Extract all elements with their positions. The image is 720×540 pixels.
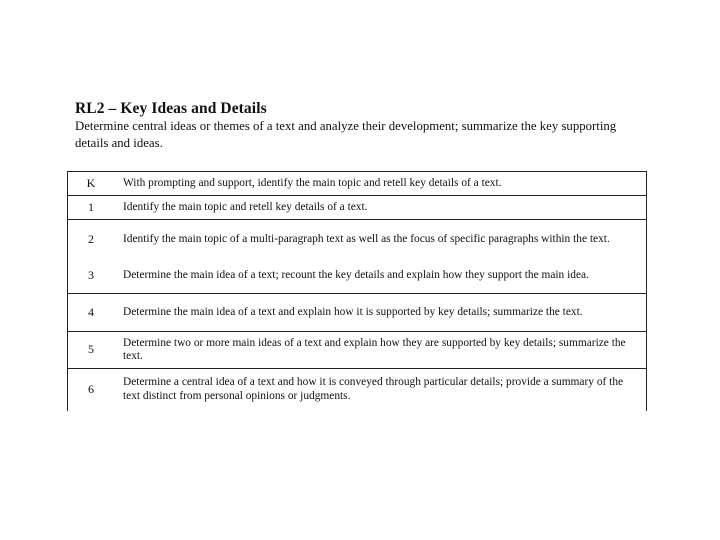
standard-text-cell: With prompting and support, identify the main topic and retell key details of a text.: [114, 172, 647, 196]
grade-cell: 3: [88, 268, 94, 282]
grade-cell: 2: [68, 220, 115, 259]
standard-text-cell: Identify the main topic of a multi-paragraph text as well as the focus of specific paragraphs within the text.: [114, 220, 647, 259]
grade-cell: 6: [68, 369, 115, 411]
standard-text-cell: Determine two or more main ideas of a text and explain how they are supported by key details; summarize the text.: [114, 332, 647, 369]
standard-description: Determine central ideas or themes of a text and analyze their development; summarize the key supporting details and ideas.: [75, 119, 617, 150]
standard-text-cell: Identify the main topic and retell key details of a text.: [114, 196, 647, 220]
table-row-6: [68, 369, 647, 411]
grade-cell: 1: [68, 196, 115, 220]
grade-cell: K: [68, 172, 115, 196]
table-row-2: [68, 220, 647, 259]
standard-text-cell: Determine the main idea of a text; recount the key details and explain how they support the main idea.: [123, 269, 589, 281]
grade-cell: 5: [68, 332, 115, 369]
standard-text-cell: Determine a central idea of a text and how it is conveyed through particular details; provide a summary of the text distinct from personal opinions or judgments.: [114, 369, 647, 411]
grade-cell: 4: [68, 294, 115, 332]
table-row-3: [68, 259, 647, 294]
table-row-5: [68, 332, 647, 369]
table-row-k: [68, 172, 647, 196]
grade-standards-table: [67, 171, 647, 411]
standard-text-cell: Determine the main idea of a text and explain how it is supported by key details; summarize the text.: [114, 294, 647, 332]
table-row-1: [68, 196, 647, 220]
standard-heading: RL2 – Key Ideas and Details: [75, 100, 267, 117]
table-row-4: [68, 294, 647, 332]
